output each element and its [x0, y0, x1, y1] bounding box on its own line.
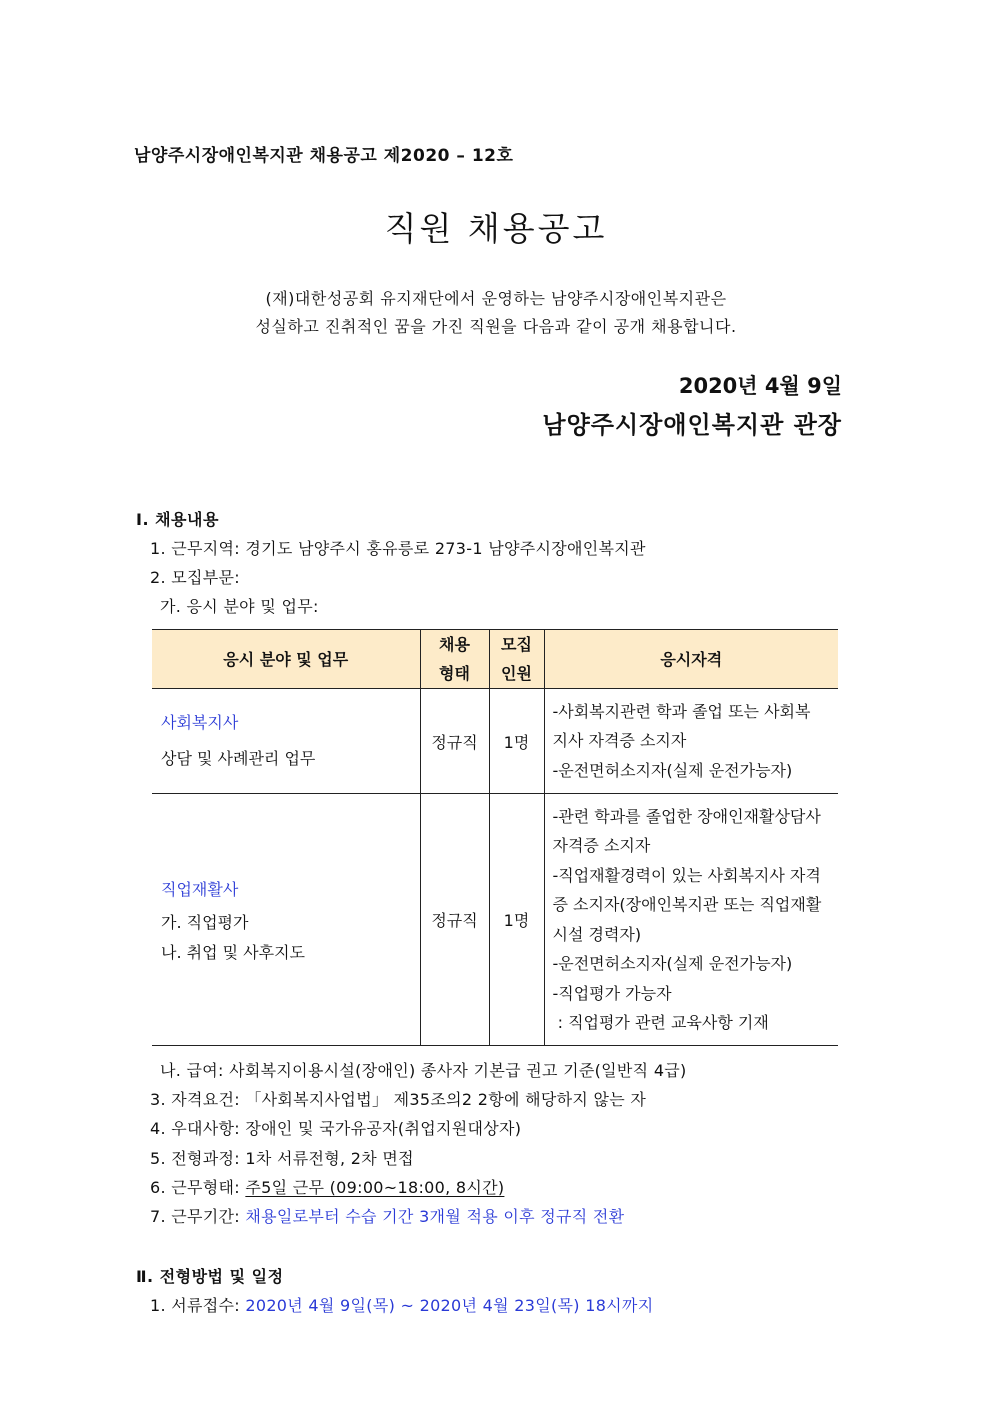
qualification-line: 시설 경력자) [552, 924, 642, 944]
work-period-label: 7. 근무기간: [150, 1207, 246, 1226]
field-cell [152, 689, 420, 794]
qualification-line: 지사 자격증 소지자 [552, 731, 687, 751]
qualification-line: -운전면허소지자(실제 운전가능자) [552, 760, 793, 780]
work-type [150, 1175, 504, 1198]
preference: 4. 우대사항: 장애인 및 국가유공자(취업지원대상자) [150, 1119, 522, 1138]
field-cell [152, 794, 420, 1046]
qualification-line: : 직업평가 관련 교육사항 기재 [552, 1013, 769, 1032]
table-row [152, 689, 838, 794]
intro-line-1: (재)대한성공회 유지재단에서 운영하는 남양주시장애인복지관은 [265, 289, 727, 308]
table-header-row [152, 630, 838, 689]
header-field: 응시 분야 및 업무 [152, 630, 420, 689]
job-title: 사회복지사 [161, 713, 239, 732]
recruit-category: 2. 모집부문: [150, 568, 240, 587]
qualification-line: -직업평가 가능자 [552, 983, 672, 1003]
document-submission-label: 1. 서류접수: [150, 1296, 246, 1315]
header-count-line-1: 모집 [501, 635, 532, 654]
header-type-line-2: 형태 [439, 664, 470, 683]
qualification-line: -운전면허소지자(실제 운전가능자) [552, 954, 793, 973]
work-type-label: 6. 근무형태: [150, 1178, 246, 1197]
qualification-line: -사회복지관련 학과 졸업 또는 사회복 [552, 701, 811, 721]
employment-type: 정규직 [420, 689, 489, 794]
field-and-duty-label: 가. 응시 분야 및 업무: [160, 597, 319, 616]
job-duty: 나. 취업 및 사후지도 [161, 942, 305, 962]
work-period-value: 채용일로부터 수습 기간 3개월 적용 이후 정규직 전환 [245, 1207, 625, 1226]
qualification-line: -직업재활경력이 있는 사회복지사 자격 [552, 865, 821, 885]
header-employment-type [420, 630, 489, 689]
section-1-title: Ⅰ. 채용내용 [136, 510, 219, 529]
qualification-line: 자격증 소지자 [552, 836, 651, 855]
document-submission-period: 2020년 4월 9일(목) ~ 2020년 4월 23일(목) 18시까지 [245, 1296, 654, 1315]
qualification-line: -관련 학과를 졸업한 장애인재활상담사 [552, 806, 821, 826]
job-duty: 상담 및 사례관리 업무 [161, 749, 316, 768]
qualification-cell [544, 794, 838, 1046]
job-title: 직업재활사 [161, 879, 239, 899]
headcount: 1명 [489, 689, 544, 794]
work-period [150, 1204, 624, 1227]
table-row [152, 794, 838, 1046]
organization-signature: 남양주시장애인복지관 관장 [542, 411, 842, 439]
section-2-title: Ⅱ. 전형방법 및 일정 [136, 1267, 284, 1286]
job-duty: 가. 직업평가 [161, 912, 249, 932]
employment-type: 정규직 [420, 794, 489, 1046]
selection-process: 5. 전형과정: 1차 서류전형, 2차 면접 [150, 1149, 414, 1168]
qualification-cell [544, 689, 838, 794]
recruitment-table [152, 629, 838, 1046]
notice-number: 남양주시장애인복지관 채용공고 제2020 – 12호 [134, 146, 514, 166]
document-submission [150, 1293, 653, 1316]
header-qualification: 응시자격 [544, 630, 838, 689]
header-headcount [489, 630, 544, 689]
header-count-line-2: 인원 [501, 664, 532, 683]
work-type-value: 주5일 근무 (09:00~18:00, 8시간) [245, 1178, 505, 1197]
intro-line-2: 성실하고 진취적인 꿈을 가진 직원을 다음과 같이 공개 채용합니다. [255, 317, 737, 336]
header-type-line-1: 채용 [439, 635, 470, 654]
qualification-line: 증 소지자(장애인복지관 또는 직업재활 [552, 895, 822, 914]
page-title: 직원 채용공고 [384, 209, 608, 248]
work-location: 1. 근무지역: 경기도 남양주시 홍유릉로 273-1 남양주시장애인복지관 [150, 539, 646, 558]
announcement-date: 2020년 4월 9일 [678, 374, 842, 398]
eligibility: 3. 자격요건: 「사회복지사업법」 제35조의2 2항에 해당하지 않는 자 [150, 1090, 647, 1109]
headcount: 1명 [489, 794, 544, 1046]
salary: 나. 급여: 사회복지이용시설(장애인) 종사자 기본급 권고 기준(일반직 4급) [160, 1061, 687, 1080]
